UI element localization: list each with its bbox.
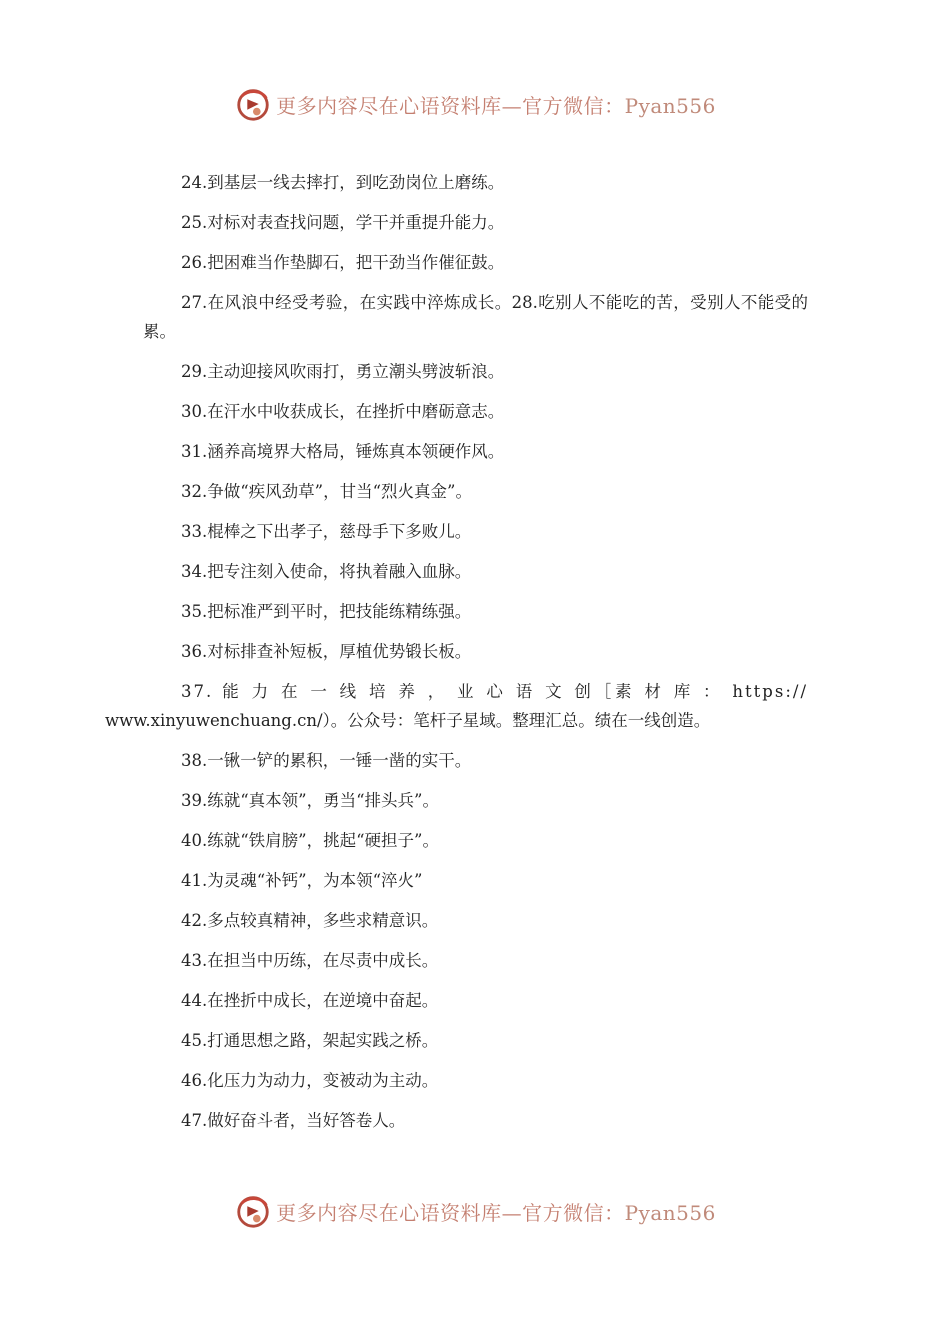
footer-banner	[0, 1191, 950, 1231]
brand-logo-icon	[234, 85, 272, 123]
footer-text: 更多内容尽在心语资料库—官方微信：	[276, 1200, 625, 1225]
header-text: 更多内容尽在心语资料库—官方微信：	[276, 93, 625, 118]
list-item: 41.为灵魂“补钙”，为本领“淬火”	[181, 871, 423, 890]
list-item: 30.在汗水中收获成长，在挫折中磨砺意志。	[181, 402, 505, 421]
list-item: 25.对标对表查找问题，学干并重提升能力。	[181, 213, 505, 232]
list-item: 46.化压力为动力，变被动为主动。	[181, 1071, 439, 1090]
list-item: 36.对标排查补短板，厚植优势锻长板。	[181, 642, 472, 661]
list-item-37	[105, 677, 808, 735]
list-item: 29.主动迎接风吹雨打，勇立潮头劈波斩浪。	[181, 362, 505, 381]
list-item: 39.练就“真本领”，勇当“排头兵”。	[181, 791, 439, 810]
list-item: 38.一锹一铲的累积，一锤一凿的实干。	[181, 751, 472, 770]
header-wechat-id: Pyan556	[624, 93, 716, 118]
list-item: 40.练就“铁肩膀”，挑起“硬担子”。	[181, 831, 439, 850]
list-item: 26.把困难当作垫脚石，把干劲当作催征鼓。	[181, 253, 505, 272]
item37-line2: www.xinyuwenchuang.cn/）。公众号：笔杆子星域。整理汇总。绩在一线创造。	[105, 711, 711, 730]
footer-wechat-id: Pyan556	[624, 1200, 716, 1225]
list-item: 45.打通思想之路，架起实践之桥。	[181, 1031, 439, 1050]
list-item: 31.涵养高境界大格局，锤炼真本领硬作风。	[181, 442, 505, 461]
list-item: 32.争做“疾风劲草”，甘当“烈火真金”。	[181, 482, 472, 501]
list-item: 35.把标准严到平时，把技能练精练强。	[181, 602, 472, 621]
list-item: 27.在风浪中经受考验，在实践中淬炼成长。28.吃别人不能吃的苦，受别人不能受的累。	[143, 293, 808, 341]
list-item: 33.棍棒之下出孝子，慈母手下多败儿。	[181, 522, 472, 541]
brand-logo-icon	[234, 1192, 272, 1230]
list-item: 24.到基层一线去摔打，到吃劲岗位上磨练。	[181, 173, 505, 192]
document-body	[105, 168, 808, 1146]
list-item: 43.在担当中历练，在尽责中成长。	[181, 951, 439, 970]
list-item: 34.把专注刻入使命，将执着融入血脉。	[181, 562, 472, 581]
list-item: 42.多点较真精神，多些求精意识。	[181, 911, 439, 930]
item37-line1: 37. 能 力 在 一 线 培 养 ， 业 心 语 文 创［素 材 库 ： https://	[181, 682, 808, 701]
header-banner	[0, 84, 950, 124]
list-item: 47.做好奋斗者，当好答卷人。	[181, 1111, 406, 1130]
list-item: 44.在挫折中成长，在逆境中奋起。	[181, 991, 439, 1010]
